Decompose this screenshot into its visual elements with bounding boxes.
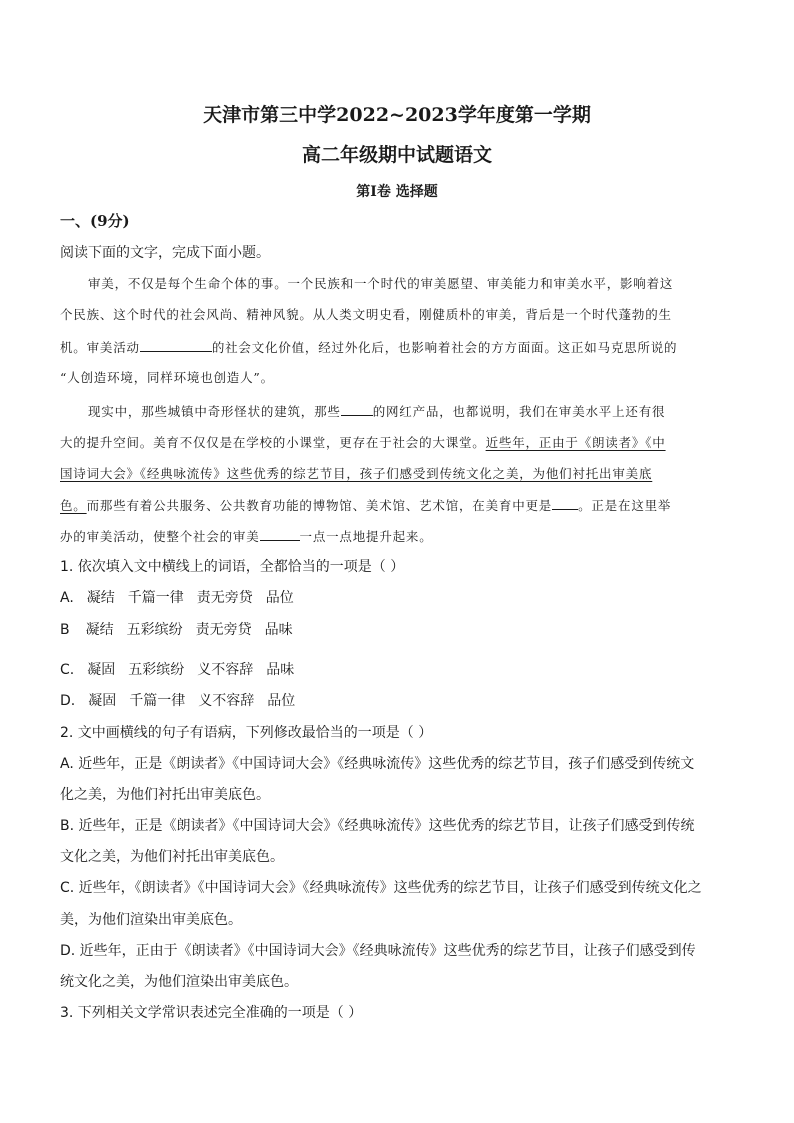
option-word: 五彩缤纷	[128, 662, 185, 678]
passage-line: “人创造环境，同样环境也创造人”。	[60, 370, 274, 385]
passage-line: 个民族、这个时代的社会风尚、精神风貌。从人类文明史看，刚健质朴的审美，背后是一个时代蓬勃的生	[60, 307, 672, 322]
question-2-option-c-cont: 美，为他们渲染出审美底色。	[60, 912, 242, 928]
question-1-option-a[interactable]	[60, 589, 294, 607]
question-2-option-d[interactable]: D. 近些年，正由于《朗读者》《中国诗词大会》《经典咏流传》这些优秀的综艺节目，让孩子们感受到传	[60, 943, 696, 959]
option-word: 凝固	[87, 662, 116, 678]
option-word: 品味	[264, 622, 293, 638]
option-letter: C.	[60, 662, 75, 678]
fill-blank-1	[140, 338, 212, 352]
option-word: 凝结	[85, 622, 114, 638]
question-2-option-d-cont: 统文化之美，为他们渲染出审美底色。	[60, 974, 298, 990]
option-word: 凝固	[88, 693, 117, 709]
question-1-stem: 1. 依次填入文中横线上的词语，全都恰当的一项是（ ）	[60, 559, 405, 575]
option-word: 凝结	[86, 590, 115, 606]
underlined-sentence: 国诗词大会》《经典咏流传》这些优秀的综艺节目，孩子们感受到传统文化之美，为他们衬托出审美底	[60, 466, 653, 481]
question-1-option-d[interactable]	[60, 692, 295, 710]
underlined-sentence: 色。	[60, 498, 87, 513]
passage-line	[60, 465, 652, 483]
option-word: 义不容辞	[197, 662, 254, 678]
option-word: 品位	[267, 693, 296, 709]
question-3-stem: 3. 下列相关文学常识表述完全准确的一项是（ ）	[60, 1005, 363, 1021]
passage-text: 机。审美活动	[60, 340, 140, 355]
passage-text: 一点一点地提升起来。	[299, 529, 433, 544]
option-word: 品味	[266, 662, 295, 678]
passage-text: 大的提升空间。美育不仅仅是在学校的小课堂，更存在于社会的大课堂。	[60, 435, 486, 450]
exam-title-line1: 天津市第三中学2022~2023学年度第一学期	[203, 104, 591, 126]
passage-line	[60, 434, 666, 452]
passage-text: 办的审美活动，使整个社会的审美	[60, 529, 260, 544]
question-1-option-b[interactable]	[60, 621, 293, 639]
part-heading: 一、(9分)	[60, 212, 130, 230]
question-2-option-b[interactable]: B. 近些年，正是《朗读者》《中国诗词大会》《经典咏流传》这些优秀的综艺节目，让孩子们感受到传统	[60, 818, 695, 834]
option-word: 责无旁贷	[195, 622, 252, 638]
reading-instruction: 阅读下面的文字，完成下面小题。	[60, 245, 270, 261]
fill-blank-2	[341, 402, 373, 416]
option-letter: B	[60, 622, 70, 638]
option-word: 千篇一律	[127, 590, 184, 606]
question-2-option-c[interactable]: C. 近些年，《朗读者》《中国诗词大会》《经典咏流传》这些优秀的综艺节目，让孩子们感受到传统文化之	[60, 880, 702, 896]
section-title: 第I卷 选择题	[356, 184, 438, 200]
passage-text: 现实中，那些城镇中奇形怪状的建筑，那些	[88, 404, 341, 419]
fill-blank-4	[260, 527, 300, 541]
question-1-option-c[interactable]	[60, 661, 294, 679]
option-word: 五彩缤纷	[126, 622, 183, 638]
passage-line	[60, 338, 677, 357]
passage-line	[60, 496, 671, 515]
passage-line	[60, 527, 433, 546]
question-2-stem: 2. 文中画横线的句子有语病，下列修改最恰当的一项是（ ）	[60, 725, 433, 741]
question-2-option-a[interactable]: A. 近些年，正是《朗读者》《中国诗词大会》《经典咏流传》这些优秀的综艺节目，孩子们感受到传统文	[60, 756, 695, 772]
passage-text: 。正是在这里举	[578, 498, 672, 513]
option-word: 义不容辞	[198, 693, 255, 709]
passage-text: 而那些有着公共服务、公共教育功能的博物馆、美术馆、艺术馆，在美育中更是	[86, 498, 553, 513]
passage-text: 的网红产品，也都说明，我们在审美水平上还有很	[372, 404, 666, 419]
underlined-sentence: 近些年，正由于《朗读者》《中	[485, 435, 666, 450]
passage-line	[88, 402, 665, 421]
option-letter: A.	[60, 590, 74, 606]
question-2-option-a-cont: 化之美，为他们衬托出审美底色。	[60, 787, 270, 803]
passage-text: 的社会文化价值，经过外化后，也影响着社会的方方面面。这正如马克思所说的	[211, 340, 678, 355]
exam-title-line2: 高二年级期中试题语文	[301, 144, 492, 166]
option-word: 千篇一律	[129, 693, 186, 709]
option-word: 品位	[265, 590, 294, 606]
question-2-option-b-cont: 文化之美，为他们衬托出审美底色。	[60, 849, 284, 865]
option-letter: D.	[60, 693, 76, 709]
fill-blank-3	[552, 496, 578, 510]
passage-line: 审美，不仅是每个生命个体的事。一个民族和一个时代的审美愿望、审美能力和审美水平，影响着这	[88, 276, 674, 291]
option-word: 责无旁贷	[196, 590, 253, 606]
